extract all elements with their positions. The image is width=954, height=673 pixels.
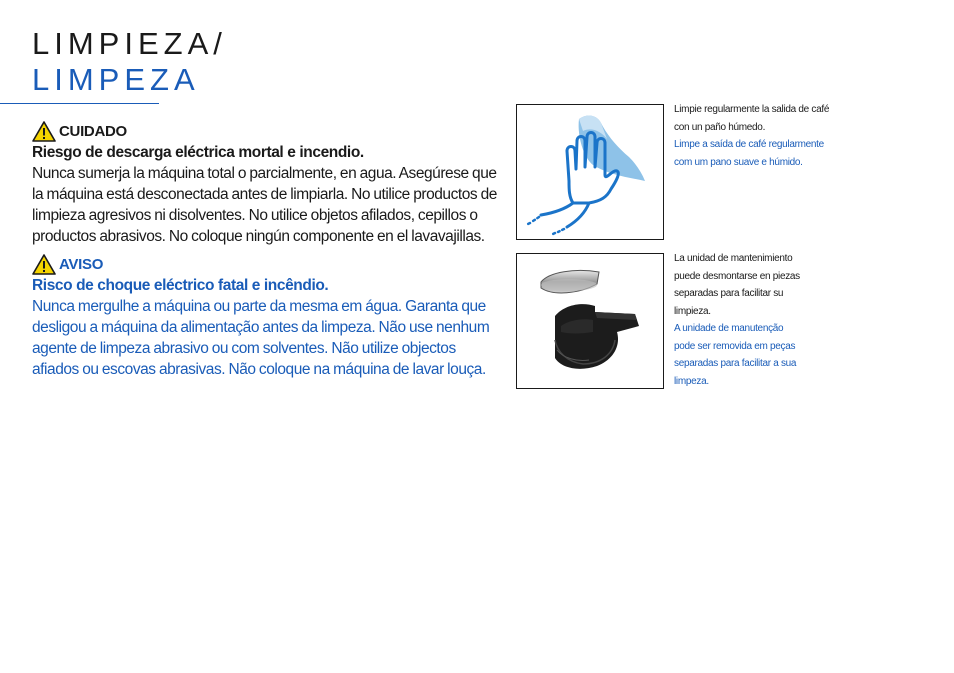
title-underline <box>0 103 159 104</box>
figure-caption-2-es: La unidad de mantenimiento puede desmontarse en piezas separadas para facilitar su limpieza. <box>674 253 800 317</box>
figure-caption-2-pt: A unidade de manutenção pode ser removida em peças separadas para facilitar a sua limpeza. <box>674 323 797 387</box>
caution-label-pt: AVISO <box>59 256 104 273</box>
caution-block-pt <box>32 254 500 380</box>
hand-wiping-cloth-icon <box>517 105 663 239</box>
caution-text-es: Nunca sumerja la máquina total o parcialmente, en agua. Asegúrese que la máquina está desconectada antes de limpiarla. No utilice productos de limpieza agresivos ni disolventes. No utilice objetos afilados, cepillos o productos abrasivos. No coloque ningún componente en el lavavajillas. <box>32 165 497 245</box>
figure-maintenance-unit <box>516 253 664 389</box>
caution-heading-es: Riesgo de descarga eléctrica mortal e incendio. <box>32 144 364 161</box>
figure-caption-2 <box>674 250 802 390</box>
page-title <box>32 26 227 98</box>
page-title-pt: LIMPEZA <box>32 62 200 97</box>
caution-heading-pt: Risco de choque eléctrico fatal e incêndio. <box>32 277 329 294</box>
caution-header-pt <box>32 254 500 275</box>
caution-block-es <box>32 121 500 247</box>
caution-label-es: CUIDADO <box>59 123 127 140</box>
maintenance-unit-icon <box>517 254 663 388</box>
figure-caption-1-pt: Limpe a saída de café regularmente com um pano suave e húmido. <box>674 139 824 168</box>
caution-header-es <box>32 121 500 142</box>
page-title-es: LIMPIEZA/ <box>32 26 227 61</box>
warning-triangle-icon <box>32 121 56 142</box>
caution-text-pt: Nunca mergulhe a máquina ou parte da mesma em água. Garanta que desligou a máquina da alimentação antes da limpeza. Não use nenhum agente de limpeza abrasivo ou com solventes. Não utilize objectos afiados ou escovas abrasivas. Não coloque na máquina de lavar louça. <box>32 298 490 378</box>
figure-wipe-coffee-outlet <box>516 104 664 240</box>
figure-caption-1-es: Limpie regularmente la salida de café con un paño húmedo. <box>674 104 830 133</box>
warning-triangle-icon <box>32 254 56 275</box>
figure-caption-1 <box>674 101 834 171</box>
